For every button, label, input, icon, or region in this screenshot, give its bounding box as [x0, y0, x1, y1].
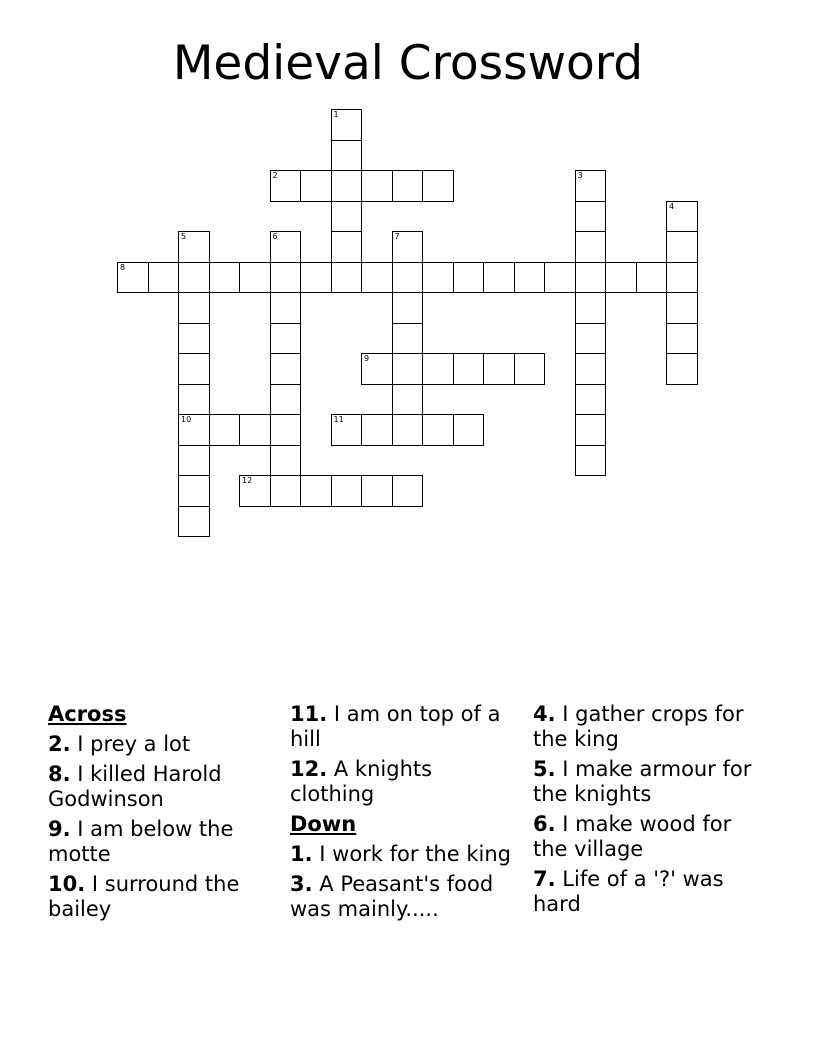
grid-cell[interactable] [575, 231, 607, 263]
grid-cell[interactable] [178, 475, 210, 507]
grid-cell[interactable] [331, 109, 363, 141]
grid-cell[interactable] [483, 262, 515, 294]
grid-cell[interactable] [392, 353, 424, 385]
grid-cell[interactable] [361, 353, 393, 385]
grid-cell[interactable] [239, 414, 271, 446]
grid-cell[interactable] [270, 292, 302, 324]
grid-cell[interactable] [300, 475, 332, 507]
grid-cell[interactable] [575, 262, 607, 294]
grid-cell[interactable] [392, 384, 424, 416]
clue-column-1 [48, 702, 280, 927]
clue-number: 8 [120, 262, 126, 272]
across-heading: Across [48, 702, 127, 726]
grid-cell[interactable] [483, 353, 515, 385]
grid-cell[interactable] [178, 292, 210, 324]
grid-cell[interactable] [544, 262, 576, 294]
grid-cell[interactable] [575, 323, 607, 355]
grid-cell[interactable] [331, 475, 363, 507]
grid-cell[interactable] [270, 231, 302, 263]
grid-cell[interactable] [361, 414, 393, 446]
clue-number: 1 [333, 110, 339, 119]
grid-cell[interactable] [209, 414, 241, 446]
grid-cell[interactable] [422, 353, 454, 385]
grid-cell[interactable] [575, 445, 607, 477]
down-clue-5: 5. I make armour for the knights [533, 757, 752, 806]
grid-cell[interactable] [514, 353, 546, 385]
down-heading: Down [290, 812, 357, 836]
grid-cell[interactable] [270, 475, 302, 507]
grid-cell[interactable] [392, 323, 424, 355]
grid-cell[interactable] [422, 262, 454, 294]
grid-cell[interactable] [514, 262, 546, 294]
grid-cell[interactable] [209, 262, 241, 294]
grid-cell[interactable] [239, 262, 271, 294]
grid-cell[interactable] [605, 262, 637, 294]
grid-cell[interactable] [270, 170, 302, 202]
across-clue-8: 8. I killed Harold Godwinson [48, 762, 222, 811]
grid-cell[interactable] [453, 414, 485, 446]
grid-cell[interactable] [422, 414, 454, 446]
grid-cell[interactable] [636, 262, 668, 294]
grid-cell[interactable] [300, 170, 332, 202]
grid-cell[interactable] [270, 445, 302, 477]
grid-cell[interactable] [666, 231, 698, 263]
across-clue-9: 9. I am below the motte [48, 817, 234, 866]
grid-cell[interactable] [178, 384, 210, 416]
grid-cell[interactable] [178, 445, 210, 477]
grid-cell[interactable] [666, 292, 698, 324]
grid-cell[interactable] [178, 231, 210, 263]
grid-cell[interactable] [392, 292, 424, 324]
clue-number: 6 [272, 232, 278, 241]
grid-cell[interactable] [331, 140, 363, 172]
grid-cell[interactable] [148, 262, 180, 294]
across-clue-12: 12. A knights clothing [290, 757, 433, 806]
grid-cell[interactable] [331, 201, 363, 233]
clue-number: 3 [577, 171, 583, 180]
grid-cell[interactable] [178, 414, 210, 446]
grid-cell[interactable] [392, 231, 424, 263]
clue-number: 11 [333, 415, 344, 424]
grid-cell[interactable] [270, 262, 302, 294]
grid-cell[interactable] [300, 262, 332, 294]
down-clue-3: 3. A Peasant's food was mainly..... [290, 872, 494, 921]
clue-number: 12 [242, 476, 253, 485]
grid-cell[interactable] [575, 384, 607, 416]
grid-cell[interactable] [453, 262, 485, 294]
grid-cell[interactable] [666, 201, 698, 233]
grid-cell[interactable] [392, 170, 424, 202]
clue-number: 2 [272, 171, 278, 180]
grid-cell[interactable] [178, 353, 210, 385]
across-clue-2: 2. I prey a lot [48, 732, 191, 756]
grid-cell[interactable] [270, 323, 302, 355]
grid-cell[interactable] [575, 170, 607, 202]
down-clue-1: 1. I work for the king [290, 842, 511, 866]
page-title: Medieval Crossword [172, 36, 644, 91]
grid-cell[interactable] [331, 262, 363, 294]
grid-cell[interactable] [666, 353, 698, 385]
grid-cell[interactable] [331, 414, 363, 446]
grid-cell[interactable] [392, 475, 424, 507]
clue-column-3 [533, 702, 765, 922]
grid-cell[interactable] [270, 353, 302, 385]
down-clue-7: 7. Life of a '?' was hard [533, 867, 724, 916]
down-clue-6: 6. I make wood for the village [533, 812, 732, 861]
grid-cell[interactable] [361, 170, 393, 202]
grid-cell[interactable] [178, 262, 210, 294]
grid-cell[interactable] [239, 475, 271, 507]
clue-number: 9 [364, 354, 370, 363]
grid-cell[interactable] [575, 414, 607, 446]
clue-number: 10 [181, 415, 192, 424]
grid-cell[interactable] [666, 323, 698, 355]
grid-cell[interactable] [575, 201, 607, 233]
grid-cell[interactable] [392, 262, 424, 294]
grid-cell[interactable] [178, 323, 210, 355]
down-clue-4: 4. I gather crops for the king [533, 702, 744, 751]
across-clue-11: 11. I am on top of a hill [290, 702, 501, 751]
grid-cell[interactable] [453, 353, 485, 385]
clue-number: 4 [669, 201, 675, 211]
grid-cell[interactable] [178, 506, 210, 538]
grid-cell[interactable] [575, 353, 607, 385]
across-clue-10: 10. I surround the bailey [48, 872, 240, 921]
grid-cell[interactable] [361, 475, 393, 507]
grid-cell[interactable] [331, 170, 363, 202]
clue-number: 5 [181, 232, 187, 241]
grid-cell[interactable] [392, 414, 424, 446]
grid-cell[interactable] [270, 414, 302, 446]
grid-cell[interactable] [331, 231, 363, 263]
grid-cell[interactable] [117, 262, 149, 294]
grid-cell[interactable] [422, 170, 454, 202]
grid-cell[interactable] [270, 384, 302, 416]
grid-cell[interactable] [575, 292, 607, 324]
clue-number: 7 [394, 232, 400, 241]
grid-cell[interactable] [361, 262, 393, 294]
grid-cell[interactable] [666, 262, 698, 294]
clue-column-2 [290, 702, 522, 927]
